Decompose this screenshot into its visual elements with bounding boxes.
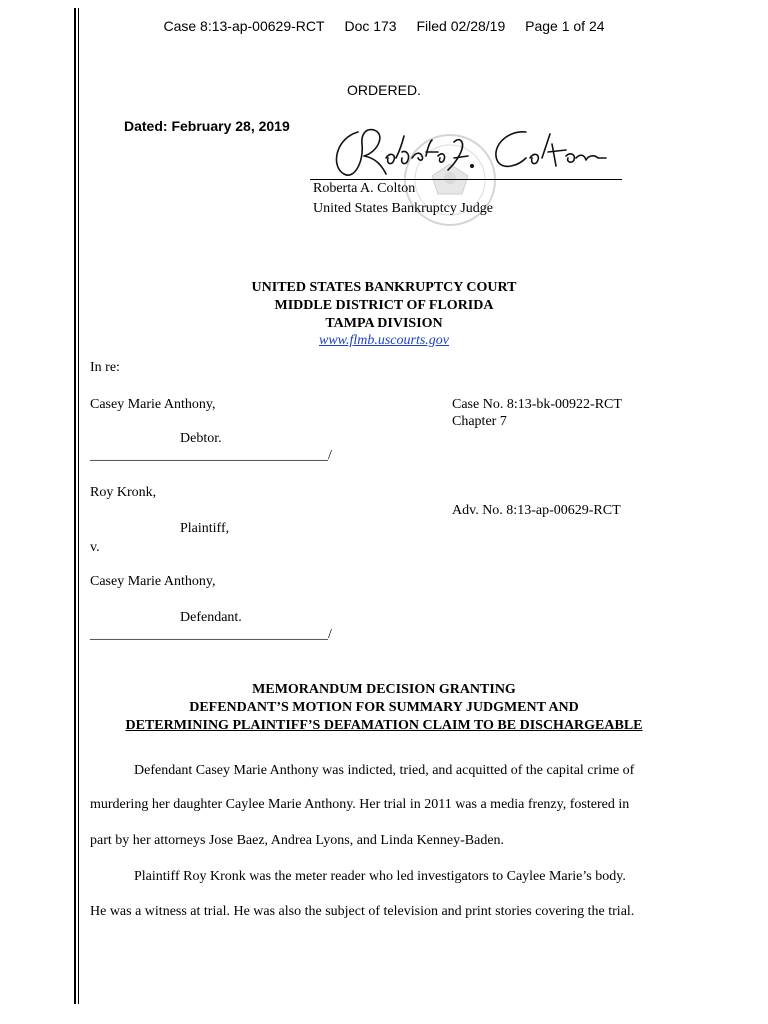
caption-divider: __________________________________/ bbox=[90, 448, 332, 463]
judge-name: Roberta A. Colton bbox=[313, 181, 416, 196]
court-heading bbox=[0, 279, 768, 333]
versus: v. bbox=[90, 540, 100, 555]
dated-line: Dated: February 28, 2019 bbox=[124, 118, 290, 134]
case-no: Case No. 8:13-bk-00922-RCT bbox=[452, 397, 622, 412]
body-line: part by her attorneys Jose Baez, Andrea Lyons, and Linda Kenney-Baden. bbox=[90, 833, 505, 848]
court-website-link[interactable]: www.flmb.uscourts.gov bbox=[318, 333, 450, 348]
page-count: Page 1 of 24 bbox=[525, 18, 605, 34]
body-line: He was a witness at trial. He was also the subject of television and print stories covering the trial. bbox=[90, 904, 635, 919]
title-line: DEFENDANT’S MOTION FOR SUMMARY JUDGMENT AND bbox=[189, 700, 579, 715]
plaintiff-name: Roy Kronk, bbox=[90, 485, 157, 500]
plaintiff-label: Plaintiff, bbox=[180, 521, 230, 536]
court-district: MIDDLE DISTRICT OF FLORIDA bbox=[274, 298, 494, 313]
body-line: Defendant Casey Marie Anthony was indicted, tried, and acquitted of the capital crime of bbox=[134, 763, 635, 778]
left-margin-rule bbox=[74, 8, 76, 1004]
filed-date: Filed 02/28/19 bbox=[416, 18, 506, 34]
title-line-underlined: DETERMINING PLAINTIFF’S DEFAMATION CLAIM TO BE DISCHARGEABLE bbox=[125, 718, 643, 733]
body-line: murdering her daughter Caylee Marie Anthony. Her trial in 2011 was a media frenzy, fostered in bbox=[90, 797, 630, 812]
court-division: TAMPA DIVISION bbox=[325, 316, 443, 331]
defendant-label: Defendant. bbox=[180, 610, 242, 625]
debtor-label: Debtor. bbox=[180, 431, 222, 446]
defendant-name: Casey Marie Anthony, bbox=[90, 574, 216, 589]
debtor-name: Casey Marie Anthony, bbox=[90, 397, 216, 412]
case-number: Case 8:13-ap-00629-RCT bbox=[163, 18, 325, 34]
adversary-no: Adv. No. 8:13-ap-00629-RCT bbox=[452, 503, 621, 518]
decision-title bbox=[0, 681, 768, 735]
chapter: Chapter 7 bbox=[452, 414, 507, 429]
caption-divider: __________________________________/ bbox=[90, 627, 332, 642]
judge-signature bbox=[330, 122, 610, 186]
body-line: Plaintiff Roy Kronk was the meter reader who led investigators to Caylee Marie’s body. bbox=[134, 869, 626, 884]
filing-header bbox=[0, 18, 768, 34]
in-re-label: In re: bbox=[90, 360, 120, 375]
title-line: MEMORANDUM DECISION GRANTING bbox=[252, 682, 516, 697]
left-margin-rule-inner bbox=[78, 8, 79, 1004]
ordered-label: ORDERED. bbox=[347, 82, 421, 98]
judge-title: United States Bankruptcy Judge bbox=[313, 201, 494, 216]
signature-line bbox=[310, 179, 622, 180]
doc-number: Doc 173 bbox=[344, 18, 397, 34]
court-name: UNITED STATES BANKRUPTCY COURT bbox=[251, 280, 517, 295]
